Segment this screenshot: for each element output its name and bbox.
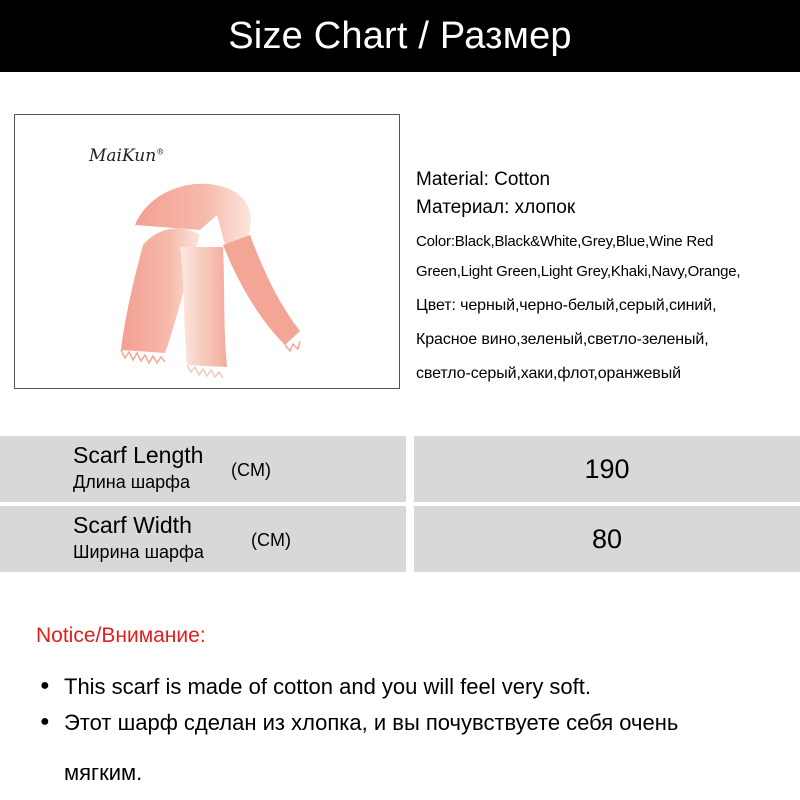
bullet-icon: ● (40, 713, 50, 731)
bullet-icon: ● (40, 677, 50, 695)
length-value: 190 (584, 453, 630, 484)
product-photo (14, 114, 400, 389)
length-label-cell (0, 436, 406, 502)
length-unit: (CM) (231, 460, 271, 480)
page-title: Size Chart / Размер (228, 14, 572, 57)
colors-ru-line3: светло-серый,хаки,флот,оранжевый (416, 365, 681, 382)
product-info (416, 168, 796, 396)
width-value-cell (414, 506, 800, 572)
width-label-cell (0, 506, 406, 572)
length-label-en: Scarf Length (73, 442, 204, 468)
width-value: 80 (591, 523, 623, 554)
notice-text-1: This scarf is made of cotton and you will feel very soft. (64, 674, 592, 699)
material-ru: Материал: хлопок (416, 197, 576, 218)
colors-ru-line2: Красное вино,зеленый,светло-зеленый, (416, 331, 709, 348)
width-label-en: Scarf Width (73, 512, 192, 538)
notice-line-1 (40, 674, 591, 700)
width-unit: (CM) (251, 530, 291, 550)
notice-text-2: Этот шарф сделан из хлопка, и вы почувствуете себя очень (64, 710, 679, 735)
length-label-ru: Длина шарфа (73, 472, 190, 492)
colors-ru-line1: Цвет: черный,черно-белый,серый,синий, (416, 297, 717, 314)
notice-text-3: мягким. (64, 760, 143, 785)
table-row-length (0, 436, 800, 502)
width-label-ru: Ширина шарфа (73, 542, 204, 562)
scarf-image (105, 155, 305, 385)
length-value-cell (414, 436, 800, 502)
brand-logo: MaiKun® (89, 146, 165, 166)
header-bar (0, 0, 800, 72)
colors-en-line2: Green,Light Green,Light Grey,Khaki,Navy,Orange, (416, 263, 741, 280)
notice-line-2 (40, 710, 678, 736)
notice-title: Notice/Внимание: (36, 624, 206, 647)
colors-en-line1: Color:Black,Black&White,Grey,Blue,Wine Red (416, 233, 714, 250)
material-en: Material: Cotton (416, 169, 551, 190)
table-row-width (0, 506, 800, 572)
notice-line-3 (64, 760, 142, 786)
